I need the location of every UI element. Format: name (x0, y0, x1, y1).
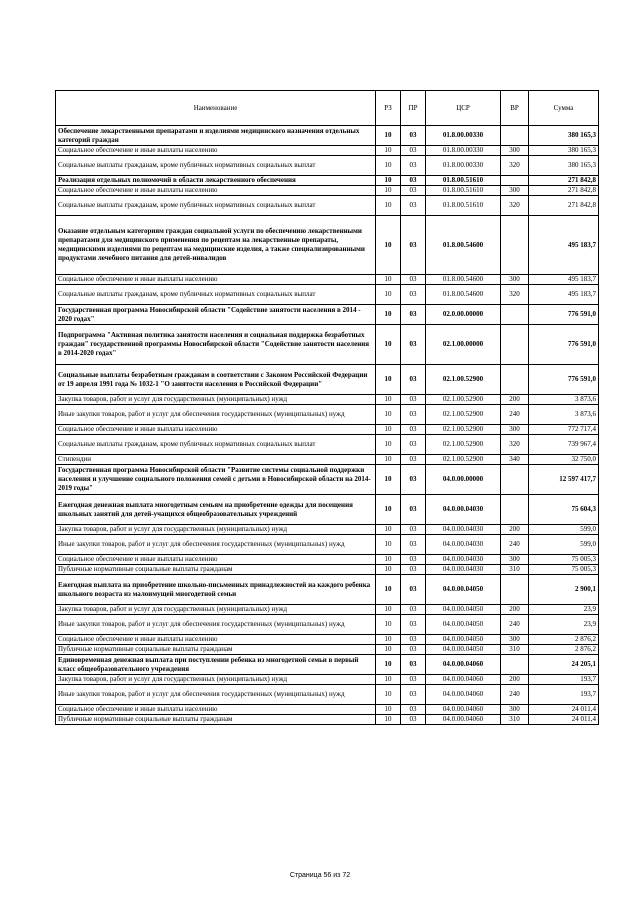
row-csr-cell: 04.0.00.04060 (426, 715, 501, 725)
row-pr-cell: 03 (401, 685, 426, 705)
row-rz-cell: 10 (376, 395, 401, 405)
row-sum-cell: 2 876,2 (529, 645, 599, 655)
row-vr-cell: 310 (501, 715, 529, 725)
table-row (56, 405, 599, 425)
row-vr-cell: 310 (501, 565, 529, 575)
row-vr-cell: 310 (501, 645, 529, 655)
row-name-cell: Публичные нормативные социальные выплаты гражданам (56, 715, 376, 725)
row-name-cell: Подпрограмма "Активная политика занятости населения и социальная поддержка безработных граждан" государственной программы Новосибирской области "Содействие занятости населения в 2014-2020 годах" (56, 325, 376, 365)
row-csr-cell: 04.0.00.04030 (426, 565, 501, 575)
row-sum-cell: 12 597 417,7 (529, 465, 599, 495)
table-row (56, 565, 599, 575)
row-rz-cell: 10 (376, 565, 401, 575)
row-name-cell: Иные закупки товаров, работ и услуг для обеспечения государственных (муниципальных) нужд (56, 615, 376, 635)
table-row (56, 305, 599, 325)
row-rz-cell: 10 (376, 405, 401, 425)
table-row (56, 196, 599, 216)
row-sum-cell: 75 005,3 (529, 565, 599, 575)
row-csr-cell: 01.8.00.54600 (426, 285, 501, 305)
row-name-cell: Единовременная денежная выплата при поступлении ребенка из многодетной семьи в первый класс общеобразовательного учреждения (56, 655, 376, 675)
row-vr-cell: 320 (501, 285, 529, 305)
row-sum-cell: 772 717,4 (529, 425, 599, 435)
row-name-cell: Закупка товаров, работ и услуг для государственных (муниципальных) нужд (56, 525, 376, 535)
row-name-cell: Социальное обеспечение и иные выплаты населению (56, 146, 376, 156)
table-row (56, 495, 599, 525)
row-rz-cell: 10 (376, 176, 401, 186)
row-vr-cell: 300 (501, 275, 529, 285)
row-rz-cell: 10 (376, 325, 401, 365)
row-vr-cell (501, 126, 529, 146)
row-csr-cell: 01.8.00.54600 (426, 275, 501, 285)
row-name-cell: Стипендии (56, 455, 376, 465)
row-sum-cell: 24 011,4 (529, 715, 599, 725)
row-csr-cell: 01.8.00.00330 (426, 126, 501, 146)
row-vr-cell (501, 575, 529, 605)
table-row (56, 176, 599, 186)
row-rz-cell: 10 (376, 615, 401, 635)
row-sum-cell: 739 967,4 (529, 435, 599, 455)
row-name-cell: Публичные нормативные социальные выплаты гражданам (56, 565, 376, 575)
row-sum-cell: 599,0 (529, 535, 599, 555)
row-rz-cell: 10 (376, 635, 401, 645)
row-rz-cell: 10 (376, 196, 401, 216)
row-pr-cell: 03 (401, 715, 426, 725)
row-rz-cell: 10 (376, 675, 401, 685)
row-vr-cell: 300 (501, 146, 529, 156)
row-vr-cell: 340 (501, 455, 529, 465)
row-vr-cell: 300 (501, 635, 529, 645)
row-csr-cell: 04.0.00.04030 (426, 525, 501, 535)
row-pr-cell: 03 (401, 405, 426, 425)
column-header-rz: РЗ (376, 91, 401, 126)
column-header-vr: ВР (501, 91, 529, 126)
row-vr-cell: 240 (501, 405, 529, 425)
row-rz-cell: 10 (376, 705, 401, 715)
row-name-cell: Закупка товаров, работ и услуг для государственных (муниципальных) нужд (56, 675, 376, 685)
row-vr-cell: 200 (501, 675, 529, 685)
row-sum-cell: 3 873,6 (529, 405, 599, 425)
row-sum-cell: 75 005,3 (529, 555, 599, 565)
row-sum-cell: 193,7 (529, 675, 599, 685)
column-header-name: Наименование (56, 91, 376, 126)
table-row (56, 275, 599, 285)
table-row (56, 715, 599, 725)
row-sum-cell: 3 873,6 (529, 395, 599, 405)
table-header-row (56, 91, 599, 126)
row-rz-cell: 10 (376, 216, 401, 275)
table-row (56, 325, 599, 365)
row-vr-cell (501, 176, 529, 186)
row-vr-cell (501, 365, 529, 395)
row-name-cell: Социальное обеспечение и иные выплаты населению (56, 186, 376, 196)
row-pr-cell: 03 (401, 605, 426, 615)
row-sum-cell: 380 165,3 (529, 156, 599, 176)
row-rz-cell: 10 (376, 655, 401, 675)
table-row (56, 655, 599, 675)
row-pr-cell: 03 (401, 645, 426, 655)
row-csr-cell: 02.0.00.00000 (426, 305, 501, 325)
row-rz-cell: 10 (376, 535, 401, 555)
row-vr-cell: 320 (501, 156, 529, 176)
row-sum-cell: 24 205,1 (529, 655, 599, 675)
row-sum-cell: 24 011,4 (529, 705, 599, 715)
row-rz-cell: 10 (376, 186, 401, 196)
row-csr-cell: 01.8.00.00330 (426, 146, 501, 156)
row-name-cell: Социальное обеспечение и иные выплаты населению (56, 555, 376, 565)
row-rz-cell: 10 (376, 305, 401, 325)
row-vr-cell: 200 (501, 605, 529, 615)
row-pr-cell: 03 (401, 285, 426, 305)
row-csr-cell: 02.1.00.52900 (426, 425, 501, 435)
table-row (56, 365, 599, 395)
table-row (56, 455, 599, 465)
row-pr-cell: 03 (401, 395, 426, 405)
table-row (56, 575, 599, 605)
table-row (56, 555, 599, 565)
row-name-cell: Оказание отдельным категориям граждан социальной услуги по обеспечению лекарственными препаратами для медицинского применения по рецептам на лекарственные препараты, медицинскими изделиями по рецептам на медицинские изделия, а также специализированными продуктами лечебного питания для детей-инвалидов (56, 216, 376, 275)
row-sum-cell: 271 842,8 (529, 196, 599, 216)
row-csr-cell: 04.0.00.04050 (426, 605, 501, 615)
row-vr-cell: 300 (501, 425, 529, 435)
row-sum-cell: 271 842,8 (529, 186, 599, 196)
row-pr-cell: 03 (401, 575, 426, 605)
column-header-csr: ЦСР (426, 91, 501, 126)
row-csr-cell: 04.0.00.04050 (426, 575, 501, 605)
row-rz-cell: 10 (376, 465, 401, 495)
row-rz-cell: 10 (376, 575, 401, 605)
table-row (56, 615, 599, 635)
row-csr-cell: 01.8.00.51610 (426, 196, 501, 216)
row-pr-cell: 03 (401, 565, 426, 575)
row-csr-cell: 01.8.00.51610 (426, 186, 501, 196)
row-name-cell: Публичные нормативные социальные выплаты гражданам (56, 645, 376, 655)
row-sum-cell: 193,7 (529, 685, 599, 705)
table-row (56, 465, 599, 495)
row-name-cell: Иные закупки товаров, работ и услуг для обеспечения государственных (муниципальных) нужд (56, 405, 376, 425)
row-pr-cell: 03 (401, 615, 426, 635)
row-name-cell: Социальные выплаты гражданам, кроме публичных нормативных социальных выплат (56, 156, 376, 176)
row-pr-cell: 03 (401, 495, 426, 525)
row-sum-cell: 776 591,0 (529, 325, 599, 365)
row-rz-cell: 10 (376, 365, 401, 395)
row-rz-cell: 10 (376, 455, 401, 465)
page-number: Страница 56 из 72 (289, 872, 351, 879)
row-vr-cell: 320 (501, 435, 529, 455)
row-csr-cell: 04.0.00.04030 (426, 555, 501, 565)
row-rz-cell: 10 (376, 126, 401, 146)
row-rz-cell: 10 (376, 425, 401, 435)
row-csr-cell: 04.0.00.04060 (426, 675, 501, 685)
row-sum-cell: 776 591,0 (529, 365, 599, 395)
table-row (56, 675, 599, 685)
row-pr-cell: 03 (401, 146, 426, 156)
row-vr-cell: 200 (501, 395, 529, 405)
row-csr-cell: 02.1.00.52900 (426, 365, 501, 395)
row-name-cell: Социальные выплаты безработным гражданам в соответствии с Законом Российской Федерации от 19 апреля 1991 года № 1032-1 "О занятости населения в Российской Федерации" (56, 365, 376, 395)
row-name-cell: Закупка товаров, работ и услуг для государственных (муниципальных) нужд (56, 395, 376, 405)
row-pr-cell: 03 (401, 655, 426, 675)
row-csr-cell: 04.0.00.04050 (426, 645, 501, 655)
row-csr-cell: 04.0.00.04030 (426, 495, 501, 525)
row-csr-cell: 04.0.00.04030 (426, 535, 501, 555)
row-pr-cell: 03 (401, 535, 426, 555)
row-vr-cell (501, 495, 529, 525)
table-row (56, 645, 599, 655)
row-pr-cell: 03 (401, 365, 426, 395)
row-rz-cell: 10 (376, 555, 401, 565)
row-vr-cell: 300 (501, 705, 529, 715)
row-vr-cell (501, 216, 529, 275)
table-row (56, 146, 599, 156)
row-pr-cell: 03 (401, 156, 426, 176)
column-header-sum: Сумма (529, 91, 599, 126)
row-pr-cell: 03 (401, 635, 426, 645)
row-name-cell: Социальные выплаты гражданам, кроме публичных нормативных социальных выплат (56, 435, 376, 455)
row-name-cell: Иные закупки товаров, работ и услуг для обеспечения государственных (муниципальных) нужд (56, 535, 376, 555)
row-vr-cell: 200 (501, 525, 529, 535)
row-rz-cell: 10 (376, 435, 401, 455)
row-rz-cell: 10 (376, 495, 401, 525)
row-csr-cell: 01.8.00.00330 (426, 156, 501, 176)
table-row (56, 685, 599, 705)
row-pr-cell: 03 (401, 325, 426, 365)
row-csr-cell: 02.1.00.52900 (426, 405, 501, 425)
row-sum-cell: 32 750,0 (529, 455, 599, 465)
row-pr-cell: 03 (401, 675, 426, 685)
row-pr-cell: 03 (401, 435, 426, 455)
table-row (56, 186, 599, 196)
row-pr-cell: 03 (401, 216, 426, 275)
row-name-cell: Обеспечение лекарственными препаратами и изделиями медицинского назначения отдельных категорий граждан (56, 126, 376, 146)
row-pr-cell: 03 (401, 275, 426, 285)
row-rz-cell: 10 (376, 275, 401, 285)
row-csr-cell: 01.8.00.51610 (426, 176, 501, 186)
row-sum-cell: 495 183,7 (529, 285, 599, 305)
row-csr-cell: 02.1.00.00000 (426, 325, 501, 365)
row-vr-cell (501, 465, 529, 495)
row-name-cell: Ежегодная денежная выплата многодетным семьям на приобретение одежды для посещения школьных занятий для детей-учащихся общеобразовательных учреждений (56, 495, 376, 525)
row-sum-cell: 23,9 (529, 605, 599, 615)
row-vr-cell: 300 (501, 186, 529, 196)
row-pr-cell: 03 (401, 186, 426, 196)
row-name-cell: Ежегодная выплата на приобретение школьно-письменных принадлежностей на каждого ребенка школьного возраста из малоимущей многодетной семьи (56, 575, 376, 605)
row-rz-cell: 10 (376, 605, 401, 615)
table-row (56, 705, 599, 715)
row-rz-cell: 10 (376, 715, 401, 725)
row-pr-cell: 03 (401, 705, 426, 715)
row-name-cell: Социальное обеспечение и иные выплаты населению (56, 425, 376, 435)
row-pr-cell: 03 (401, 465, 426, 495)
row-vr-cell: 240 (501, 685, 529, 705)
row-sum-cell: 380 165,3 (529, 126, 599, 146)
row-csr-cell: 01.8.00.54600 (426, 216, 501, 275)
table-row (56, 126, 599, 146)
row-csr-cell: 04.0.00.04050 (426, 635, 501, 645)
row-rz-cell: 10 (376, 285, 401, 305)
row-vr-cell: 240 (501, 535, 529, 555)
row-name-cell: Закупка товаров, работ и услуг для государственных (муниципальных) нужд (56, 605, 376, 615)
row-sum-cell: 75 604,3 (529, 495, 599, 525)
row-name-cell: Социальное обеспечение и иные выплаты населению (56, 635, 376, 645)
row-vr-cell: 320 (501, 196, 529, 216)
row-rz-cell: 10 (376, 156, 401, 176)
table-body (56, 126, 599, 725)
row-name-cell: Социальные выплаты гражданам, кроме публичных нормативных социальных выплат (56, 285, 376, 305)
row-name-cell: Социальное обеспечение и иные выплаты населению (56, 275, 376, 285)
row-csr-cell: 04.0.00.04060 (426, 655, 501, 675)
row-name-cell: Социальное обеспечение и иные выплаты населению (56, 705, 376, 715)
row-pr-cell: 03 (401, 305, 426, 325)
row-name-cell: Реализация отдельных полномочий в области лекарственного обеспечения (56, 176, 376, 186)
column-header-pr: ПР (401, 91, 426, 126)
row-vr-cell: 240 (501, 615, 529, 635)
table-row (56, 425, 599, 435)
row-sum-cell: 2 900,1 (529, 575, 599, 605)
row-csr-cell: 04.0.00.04050 (426, 615, 501, 635)
table-row (56, 156, 599, 176)
row-pr-cell: 03 (401, 555, 426, 565)
row-sum-cell: 776 591,0 (529, 305, 599, 325)
table-row (56, 285, 599, 305)
row-pr-cell: 03 (401, 196, 426, 216)
row-vr-cell: 300 (501, 555, 529, 565)
table-row (56, 395, 599, 405)
row-pr-cell: 03 (401, 176, 426, 186)
row-name-cell: Государственная программа Новосибирской области "Развитие системы социальной поддержки населения и улучшение социального положения семей с детьми в Новосибирской области на 2014-2019 годы" (56, 465, 376, 495)
row-rz-cell: 10 (376, 685, 401, 705)
row-sum-cell: 2 876,2 (529, 635, 599, 645)
table-row (56, 435, 599, 455)
row-pr-cell: 03 (401, 126, 426, 146)
row-csr-cell: 04.0.00.04060 (426, 685, 501, 705)
row-pr-cell: 03 (401, 455, 426, 465)
row-sum-cell: 495 183,7 (529, 275, 599, 285)
row-rz-cell: 10 (376, 525, 401, 535)
table-row (56, 605, 599, 615)
row-pr-cell: 03 (401, 425, 426, 435)
row-csr-cell: 04.0.00.04060 (426, 705, 501, 715)
row-vr-cell (501, 305, 529, 325)
row-csr-cell: 04.0.00.00000 (426, 465, 501, 495)
row-rz-cell: 10 (376, 146, 401, 156)
row-name-cell: Иные закупки товаров, работ и услуг для обеспечения государственных (муниципальных) нужд (56, 685, 376, 705)
table-row (56, 535, 599, 555)
table-row (56, 525, 599, 535)
row-sum-cell: 599,0 (529, 525, 599, 535)
row-csr-cell: 02.1.00.52900 (426, 395, 501, 405)
row-sum-cell: 380 165,3 (529, 146, 599, 156)
row-sum-cell: 23,9 (529, 615, 599, 635)
row-name-cell: Государственная программа Новосибирской области "Содействие занятости населения в 2014 - 2020 годах" (56, 305, 376, 325)
budget-table (55, 90, 599, 725)
row-pr-cell: 03 (401, 525, 426, 535)
row-csr-cell: 02.1.00.52900 (426, 435, 501, 455)
row-rz-cell: 10 (376, 645, 401, 655)
row-sum-cell: 495 183,7 (529, 216, 599, 275)
row-csr-cell: 02.1.00.52900 (426, 455, 501, 465)
row-name-cell: Социальные выплаты гражданам, кроме публичных нормативных социальных выплат (56, 196, 376, 216)
row-sum-cell: 271 842,8 (529, 176, 599, 186)
table-row (56, 216, 599, 275)
table-row (56, 635, 599, 645)
row-vr-cell (501, 655, 529, 675)
row-vr-cell (501, 325, 529, 365)
